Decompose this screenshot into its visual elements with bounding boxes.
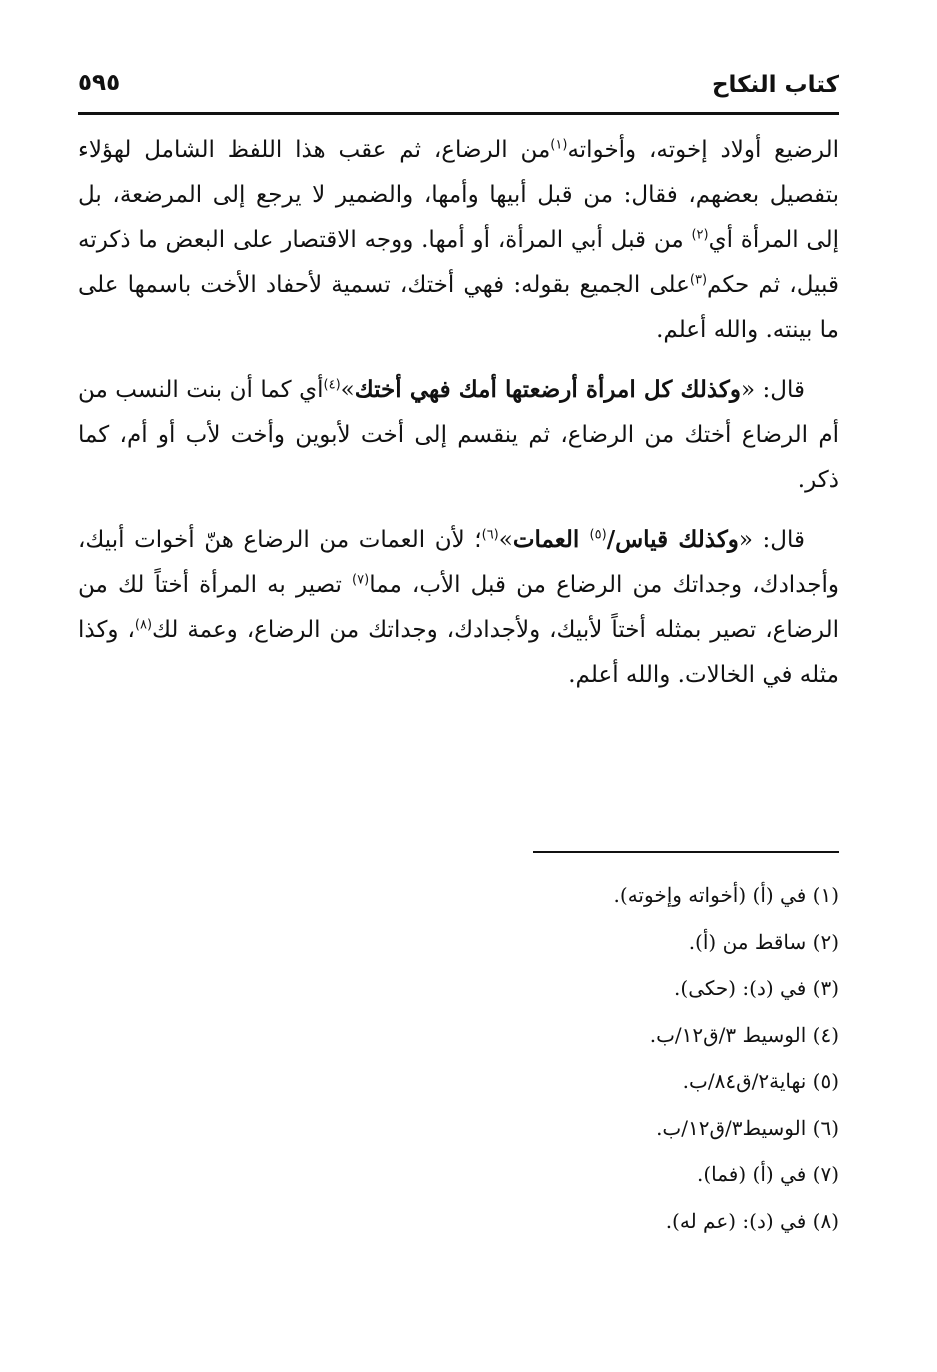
footnote-4: (٤) الوسيط ٣/ق١٢/ب. <box>649 1022 839 1047</box>
main-text <box>78 128 839 712</box>
footnote-2: (٢) ساقط من (أ). <box>688 929 839 954</box>
footnote-3: (٣) في (د): (حكى). <box>674 976 839 1000</box>
chapter-title: كتاب النكاح <box>711 72 839 98</box>
footnote-marker: (٧) <box>352 572 370 588</box>
text-segment: » <box>340 377 355 403</box>
footnote-8: (٨) في (د): (عم له). <box>665 1208 839 1233</box>
paragraph <box>78 367 839 503</box>
footnotes <box>319 872 839 1244</box>
footnote-7: (٧) في (أ) (فما). <box>696 1162 839 1186</box>
footnote-separator <box>533 851 839 853</box>
footnote-marker: (٤) <box>323 377 341 393</box>
text-segment: أي كما أن بنت النسب من أم الرضاع أختك من الرضاع، ثم ينقسم إلى أخت لأبوين وأخت لأب أو أم، كما ذكر. <box>78 377 839 493</box>
quoted-text: العمات <box>512 526 590 553</box>
text-segment: على الجميع بقوله: فهي أختك، تسمية لأحفاد الأخت باسمها على ما بينته. والله أعلم. <box>78 272 839 343</box>
quoted-text: وكذلك قياس/ <box>606 526 739 553</box>
text-segment: قال: « <box>738 527 805 553</box>
page-header <box>78 64 839 108</box>
text-segment: ؛ لأن العمات من الرضاع هنّ أخوات أبيك، وأجدادك، وجداتك من الرضاع من قبل الأب، مما <box>78 527 839 598</box>
footnote-6: (٦) الوسيط٣/ق١٢/ب. <box>656 1115 839 1140</box>
footnote-1: (١) في (أ) (أخواته وإخوته). <box>613 883 839 907</box>
text-segment: تصير به المرأة أختاً لك من الرضاع، تصير بمثله أختاً لأبيك، ولأجدادك، وجداتك من الرضاع، وعمة لك <box>78 572 839 643</box>
page-number: ٥٩٥ <box>78 70 121 96</box>
footnote-marker: (٢) <box>691 227 709 243</box>
text-segment: قال: « <box>740 377 805 403</box>
footnote-marker: (٨) <box>134 617 153 633</box>
footnote-marker: (١) <box>550 137 568 153</box>
paragraph <box>78 128 839 353</box>
text-segment: ، وكذا مثله في الخالات. والله أعلم. <box>78 617 839 688</box>
text-segment: من الرضاع، ثم عقب هذا اللفظ الشامل لهؤلاء بتفصيل بعضهم، فقال: من قبل أبيها وأمها، والضمير لا يرجع إلى المرضعة، بل إلى المرأة أي <box>78 137 839 253</box>
text-segment: من قبل أبي المرأة، أو أمها. ووجه الاقتصار على البعض ما ذكرته قبيل، ثم حكم <box>78 227 839 298</box>
paragraph <box>78 517 839 698</box>
footnote-5: (٥) نهاية٢/ق٨٤/ب. <box>682 1069 839 1093</box>
footnote-marker: (٦) <box>481 527 499 543</box>
text-segment: الرضيع أولاد إخوته، وأخواته <box>567 137 839 163</box>
footnote-marker: (٥) <box>589 527 607 543</box>
text-segment: » <box>498 527 513 553</box>
footnote-marker: (٣) <box>689 272 708 288</box>
quoted-text: وكذلك كل امرأة أرضعتها أمك فهي أختك <box>354 376 741 403</box>
header-rule <box>78 112 839 115</box>
